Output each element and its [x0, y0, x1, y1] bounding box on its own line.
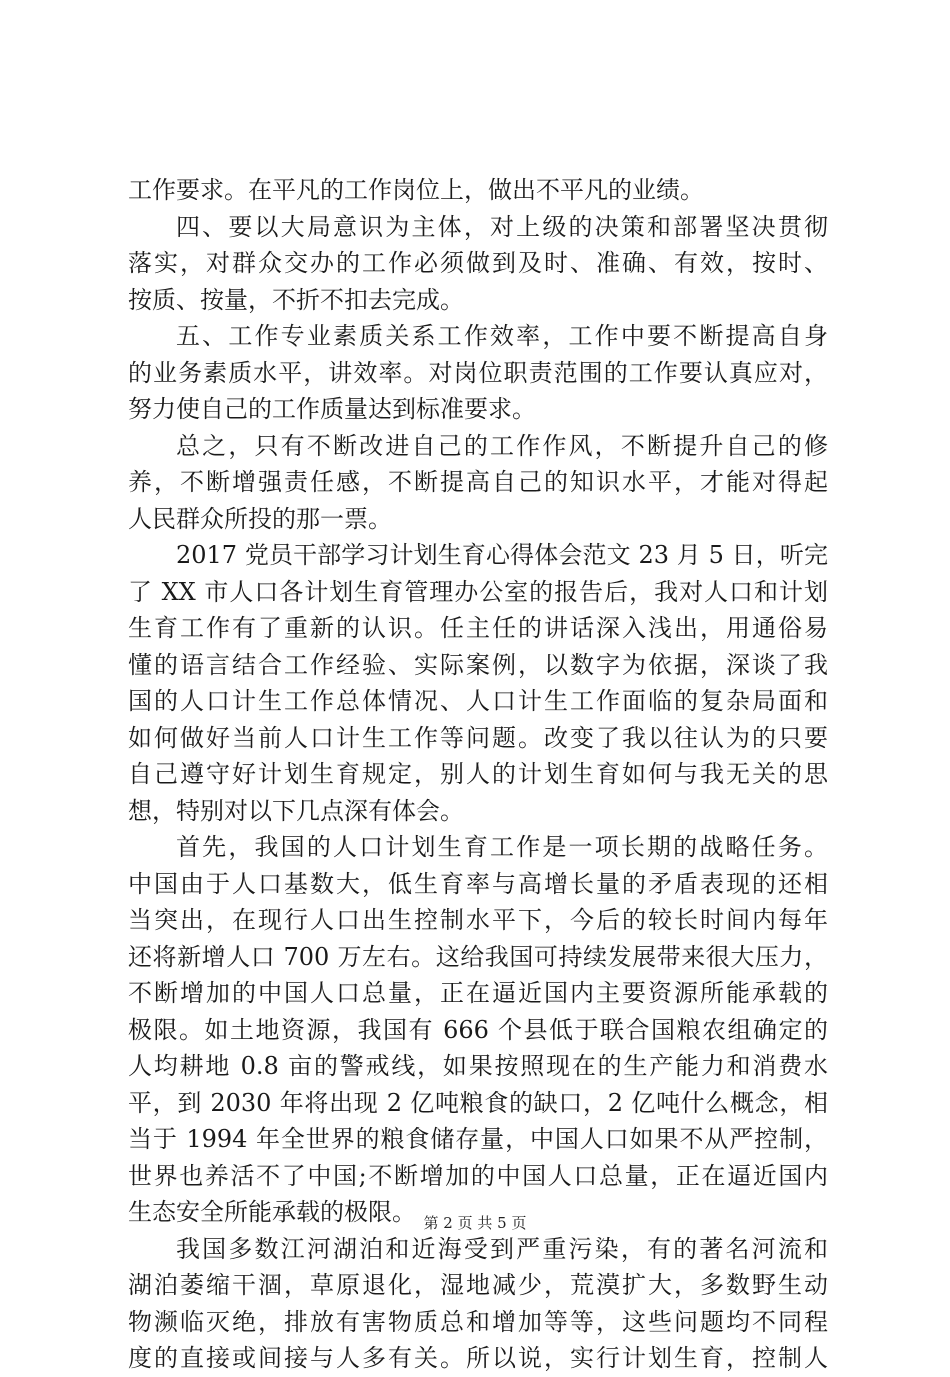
text-line: 生态安全所能承载的极限。 — [128, 1198, 416, 1226]
text-line: 总之，只有不断改进自己的工作作风，不断提升自己的修 — [176, 431, 828, 460]
text-line: 生育工作有了重新的认识。任主任的讲话深入浅出，用通俗易 — [128, 614, 828, 642]
text-line: 中国由于人口基数大，低生育率与高增长量的矛盾表现的还相 — [128, 869, 828, 898]
text-line: 当于 1994 年全世界的粮食储存量，中国人口如果不从严控制， — [128, 1125, 828, 1153]
text-line: 人民群众所投的那一票。 — [128, 504, 392, 533]
text-line: 想，特别对以下几点深有体会。 — [128, 796, 464, 825]
text-line: 落实，对群众交办的工作必须做到及时、准确、有效，按时、 — [128, 249, 828, 277]
text-line: 极限。如土地资源，我国有 666 个县低于联合国粮农组确定的 — [128, 1015, 828, 1044]
text-line: 人均耕地 0.8 亩的警戒线，如果按照现在的生产能力和消费水 — [128, 1052, 828, 1080]
text-line: 平，到 2030 年将出现 2 亿吨粮食的缺口，2 亿吨什么概念，相 — [128, 1088, 828, 1117]
page-number-footer: 第 2 页 共 5 页 — [423, 1214, 527, 1232]
text-line: 五、工作专业素质关系工作效率，工作中要不断提高自身 — [176, 322, 828, 350]
text-line: 按质、按量，不折不扣去完成。 — [128, 285, 464, 314]
text-line: 四、要以大局意识为主体，对上级的决策和部署坚决贯彻 — [176, 212, 828, 241]
text-line: 国的人口计生工作总体情况、人口计生工作面临的复杂局面和 — [128, 687, 828, 715]
text-line: 湖泊萎缩干涸，草原退化，湿地减少，荒漠扩大，多数野生动 — [128, 1271, 828, 1299]
text-line: 自己遵守好计划生育规定，别人的计划生育如何与我无关的思 — [128, 760, 828, 788]
text-line: 物濒临灭绝，排放有害物质总和增加等等，这些问题均不同程 — [128, 1307, 828, 1336]
text-line: 度的直接或间接与人多有关。所以说，实行计划生育，控制人 — [128, 1344, 828, 1372]
text-line: 养，不断增强责任感，不断提高自己的知识水平，才能对得起 — [128, 468, 828, 496]
text-line: 首先，我国的人口计划生育工作是一项长期的战略任务。 — [176, 833, 828, 861]
text-line: 还将新增人口 700 万左右。这给我国可持续发展带来很大压力， — [128, 942, 828, 971]
text-line: 的业务素质水平，讲效率。对岗位职责范围的工作要认真应对， — [128, 358, 828, 387]
text-line: 如何做好当前人口计生工作等问题。改变了我以往认为的只要 — [128, 723, 828, 752]
text-line: 世界也养活不了中国;不断增加的中国人口总量，正在逼近国内 — [128, 1161, 828, 1190]
text-line: 当突出，在现行人口出生控制水平下，今后的较长时间内每年 — [128, 906, 828, 934]
text-line: 工作要求。在平凡的工作岗位上，做出不平凡的业绩。 — [128, 176, 704, 204]
text-line: 努力使自己的工作质量达到标准要求。 — [128, 395, 536, 423]
body-text — [128, 172, 828, 1377]
text-line: 了 XX 市人口各计划生育管理办公室的报告后，我对人口和计划 — [128, 577, 828, 606]
text-line: 懂的语言结合工作经验、实际案例，以数字为依据，深谈了我 — [128, 650, 828, 679]
text-line: 2017 党员干部学习计划生育心得体会范文 23 月 5 日，听完 — [176, 541, 828, 569]
text-line: 我国多数江河湖泊和近海受到严重污染，有的著名河流和 — [176, 1234, 828, 1263]
text-line: 不断增加的中国人口总量，正在逼近国内主要资源所能承载的 — [128, 979, 828, 1007]
